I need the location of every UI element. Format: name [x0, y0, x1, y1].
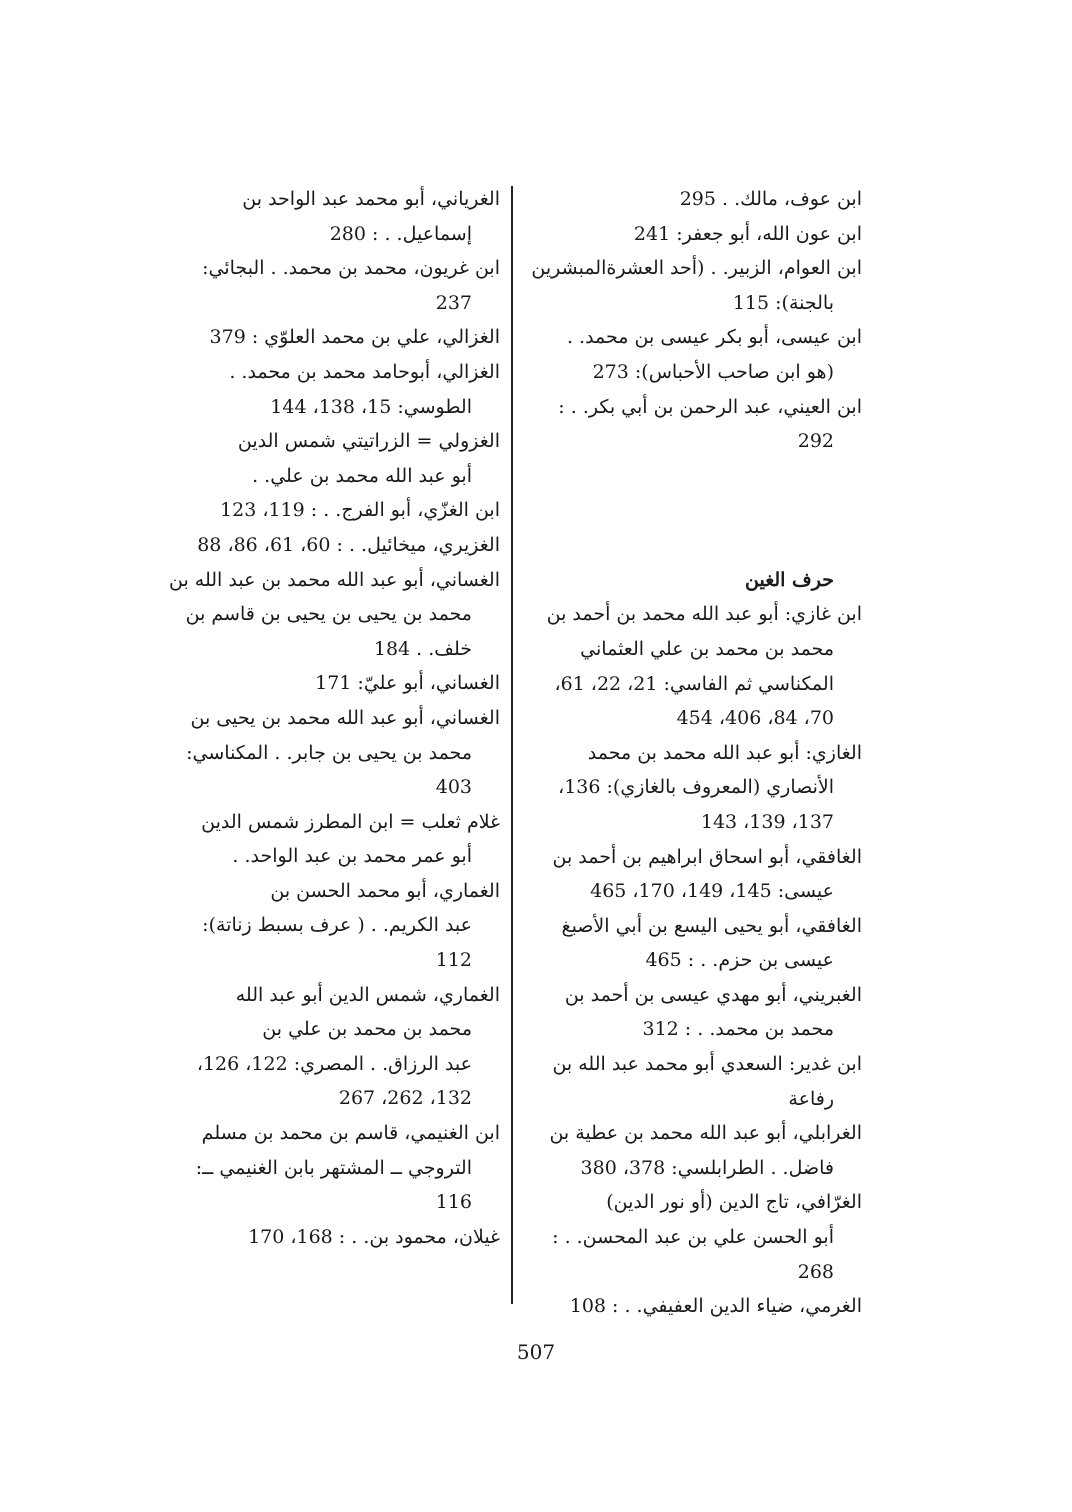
index-entry — [518, 182, 862, 217]
page-number: 507 — [516, 1340, 556, 1364]
entry-line: الغزالي، أبوحامد محمد بن محمد. . — [229, 360, 500, 383]
entry-continuation-line: التروجي ــ المشتهر بابن الغنيمي ــ: — [195, 1156, 472, 1179]
entry-line: ابن عون الله، أبو جعفر: 241 — [633, 222, 862, 245]
column-divider — [511, 186, 513, 1304]
entry-continuation-line: 403 — [435, 776, 472, 799]
entry-continuation-line: أبو الحسن علي بن عبد المحسن. . : — [552, 1226, 834, 1249]
index-entry — [160, 1220, 500, 1255]
entry-line: الغازي: أبو عبد الله محمد بن محمد — [587, 741, 862, 764]
entry-continuation-line: أبو عمر محمد بن عبد الواحد. . — [232, 845, 472, 868]
entry-continuation-line: محمد بن محمد بن علي بن — [262, 1018, 472, 1041]
entry-continuation-line: إسماعيل. . : 280 — [329, 222, 472, 245]
index-entry — [160, 874, 500, 978]
index-entry — [518, 320, 862, 389]
entry-continuation-line: 292 — [797, 430, 834, 453]
entry-continuation-line: محمد بن يحيى بن يحيى بن قاسم بن — [185, 603, 472, 626]
entry-line: الغرابلي، أبو عبد الله محمد بن عطية بن — [549, 1122, 862, 1145]
entry-continuation-line: 237 — [435, 291, 472, 314]
entry-continuation-line: خلف. . 184 — [373, 637, 472, 660]
entry-line: الغرياني، أبو محمد عبد الواحد بن — [242, 188, 500, 210]
entry-line: غلام ثعلب = ابن المطرز شمس الدين — [201, 810, 500, 833]
entry-continuation-line: محمد بن محمد بن علي العثماني — [580, 637, 834, 660]
entry-continuation-line: الطوسي: 15، 138، 144 — [270, 395, 472, 418]
entry-line: الغرّافي، تاج الدين (أو نور الدين) — [606, 1191, 862, 1214]
entry-line: الغافقي، أبو يحيى اليسع بن أبي الأصبغ — [561, 914, 862, 937]
index-entry — [160, 701, 500, 805]
entry-continuation-line: الأنصاري (المعروف بالغازي): 136، — [558, 776, 834, 799]
entry-continuation-line: عبد الرزاق. . المصري: 122، 126، — [196, 1052, 472, 1075]
entry-continuation-line: (هو ابن صاحب الأحباس): 273 — [592, 360, 834, 383]
entry-continuation-line: عيسى بن حزم. . : 465 — [645, 949, 834, 972]
entry-line: الغرمي، ضياء الدين العفيفي. . : 108 — [569, 1295, 862, 1318]
index-entry — [518, 1116, 862, 1185]
entry-continuation-line: 112 — [435, 949, 472, 972]
index-entry — [160, 1116, 500, 1220]
entry-line: الغبريني، أبو مهدي عيسى بن أحمد بن — [564, 983, 862, 1006]
entry-line: ابن غازي: أبو عبد الله محمد بن أحمد بن — [546, 603, 862, 626]
entry-line: الغماري، شمس الدين أبو عبد الله — [235, 983, 500, 1006]
entry-line: ابن العيني، عبد الرحمن بن أبي بكر. . : — [558, 395, 862, 418]
index-entry — [160, 251, 500, 320]
index-column-left — [160, 182, 500, 1254]
entry-continuation-line: رفاعة — [788, 1087, 834, 1110]
index-entry — [160, 320, 500, 355]
entry-line: ابن غريون، محمد بن محمد. . البجائي: — [202, 257, 500, 280]
entry-line: الغزولي = الزراتيتي شمس الدين — [237, 430, 500, 453]
index-entry — [160, 424, 500, 493]
index-entry — [518, 390, 862, 459]
entry-line: ابن العوام، الزبير. . (أحد العشرةالمبشرين — [531, 257, 862, 280]
index-entry — [518, 597, 862, 735]
entry-continuation-line: المكناسي ثم الفاسي: 21، 22، 61، — [554, 672, 834, 695]
entry-continuation-line: 116 — [435, 1191, 472, 1214]
entry-line: الغساني، أبو عبد الله محمد بن عبد الله بن — [168, 568, 500, 591]
entry-line: ابن عيسى، أبو بكر عيسى بن محمد. . — [566, 326, 862, 349]
index-entry — [160, 805, 500, 874]
entry-continuation-line: محمد بن يحيى بن جابر. . المكناسي: — [186, 741, 472, 764]
entry-line: الغساني، أبو عليّ: 171 — [315, 672, 500, 695]
section-heading: حرف الغين — [745, 568, 834, 591]
entry-continuation-line: 132، 262، 267 — [338, 1087, 472, 1110]
entry-line: ابن الغنيمي، قاسم بن محمد بن مسلم — [201, 1122, 500, 1145]
entry-continuation-line: فاضل. . الطرابلسي: 378، 380 — [580, 1156, 834, 1179]
index-entry — [160, 563, 500, 667]
entry-line: غيلان، محمود بن. . : 168، 170 — [248, 1225, 500, 1248]
entry-continuation-line: عيسى: 145، 149، 170، 465 — [590, 880, 834, 903]
entry-continuation-line: 268 — [797, 1260, 834, 1283]
entry-line: ابن الغزّي، أبو الفرج. . : 119، 123 — [220, 499, 500, 522]
entry-line: الغزيري، ميخائيل. . : 60، 61، 86، 88 — [197, 533, 500, 556]
index-entry — [518, 909, 862, 978]
index-entry — [518, 736, 862, 840]
index-entry — [518, 1185, 862, 1289]
index-column-right — [518, 182, 862, 1324]
index-entry — [160, 978, 500, 1116]
entry-line: الغماري، أبو محمد الحسن بن — [270, 879, 500, 902]
entry-line: ابن غدير: السعدي أبو محمد عبد الله بن — [552, 1053, 862, 1076]
entry-line: ابن عوف، مالك. . 295 — [679, 188, 862, 210]
index-entry — [160, 493, 500, 528]
index-entry — [518, 217, 862, 252]
entry-continuation-line: أبو عبد الله محمد بن علي. . — [252, 464, 472, 487]
entry-continuation-line: 70، 84، 406، 454 — [676, 707, 834, 730]
entry-continuation-line: بالجنة): 115 — [732, 291, 834, 314]
index-entry — [518, 251, 862, 320]
index-entry — [160, 666, 500, 701]
index-entry — [518, 978, 862, 1047]
index-entry — [518, 840, 862, 909]
entry-continuation-line: 137، 139، 143 — [700, 810, 834, 833]
entry-line: الغافقي، أبو اسحاق ابراهيم بن أحمد بن — [552, 845, 862, 868]
entry-continuation-line: محمد بن محمد. . : 312 — [642, 1018, 834, 1041]
index-entry — [160, 528, 500, 563]
entry-line: الغزالي، علي بن محمد العلوّي : 379 — [209, 326, 500, 349]
index-entry — [518, 1289, 862, 1324]
index-entry — [160, 355, 500, 424]
index-entry — [518, 1047, 862, 1116]
entry-continuation-line: عبد الكريم. . ( عرف بسبط زناتة): — [202, 914, 472, 937]
entry-line: الغساني، أبو عبد الله محمد بن يحيى بن — [190, 706, 500, 729]
index-entry — [160, 182, 500, 251]
